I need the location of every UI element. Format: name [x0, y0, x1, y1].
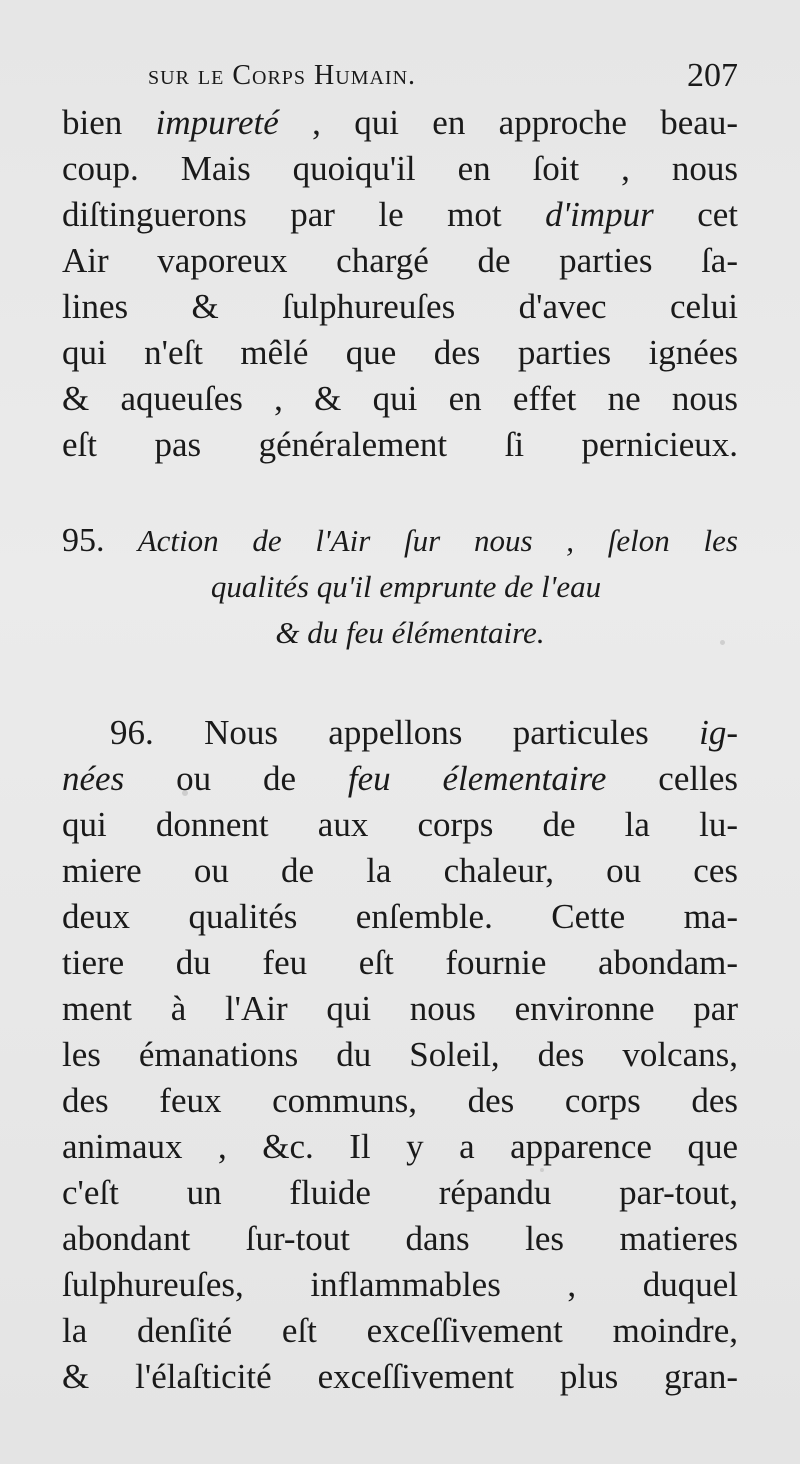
- paragraph-1: [62, 100, 738, 468]
- text-line: qui donnent aux corps de la lu-: [62, 805, 738, 844]
- text-line: eſt pas généralement ſi pernicieux.: [62, 425, 738, 464]
- running-head-title: sur le Corps Humain.: [148, 60, 417, 91]
- paragraph-2: [62, 710, 738, 1400]
- text-line: les émanations du Soleil, des volcans,: [62, 1035, 738, 1074]
- text-line: la denſité eſt exceſſivement moindre,: [62, 1311, 738, 1350]
- text-line: coup. Mais quoiqu'il en ſoit , nous: [62, 149, 738, 188]
- text-line: ment à l'Air qui nous environne par: [62, 989, 738, 1028]
- text-line: qui n'eſt mêlé que des parties ignées: [62, 333, 738, 372]
- text-line: c'eſt un fluide répandu par-tout,: [62, 1173, 738, 1212]
- page-number: 207: [687, 57, 738, 94]
- text-line: diſtinguerons par le mot d'impur cet: [62, 195, 738, 234]
- section-number: 95.: [62, 522, 105, 559]
- text-line: 96. Nous appellons particules ig-: [110, 713, 739, 752]
- section-heading: [62, 518, 738, 656]
- text-line: & aqueuſes , & qui en effet ne nous: [62, 379, 738, 418]
- paragraph-number: 96.: [110, 713, 154, 752]
- text-line: ſulphureuſes, inflammables , duquel: [62, 1265, 738, 1304]
- heading-line: 95. Action de l'Air ſur nous , ſelon les: [62, 522, 738, 559]
- text-line: animaux , &c. Il y a apparence que: [62, 1127, 738, 1166]
- text-line: & l'élaſticité exceſſivement plus gran-: [62, 1357, 738, 1396]
- text-line: miere ou de la chaleur, ou ces: [62, 851, 738, 890]
- text-line: deux qualités enſemble. Cette ma-: [62, 897, 738, 936]
- text-line: bien impureté , qui en approche beau-: [62, 103, 739, 142]
- text-line: abondant ſur-tout dans les matieres: [62, 1219, 738, 1258]
- running-head: [148, 52, 738, 100]
- text-line: des feux communs, des corps des: [62, 1081, 738, 1120]
- text-line: lines & ſulphureuſes d'avec celui: [62, 287, 738, 326]
- text-line: nées ou de feu élementaire celles: [62, 759, 738, 798]
- text-line: Air vaporeux chargé de parties ſa-: [62, 241, 738, 280]
- heading-line: & du feu élémentaire.: [275, 615, 545, 650]
- text-line: tiere du feu eſt fournie abondam-: [62, 943, 738, 982]
- heading-line: qualités qu'il emprunte de l'eau: [210, 569, 602, 604]
